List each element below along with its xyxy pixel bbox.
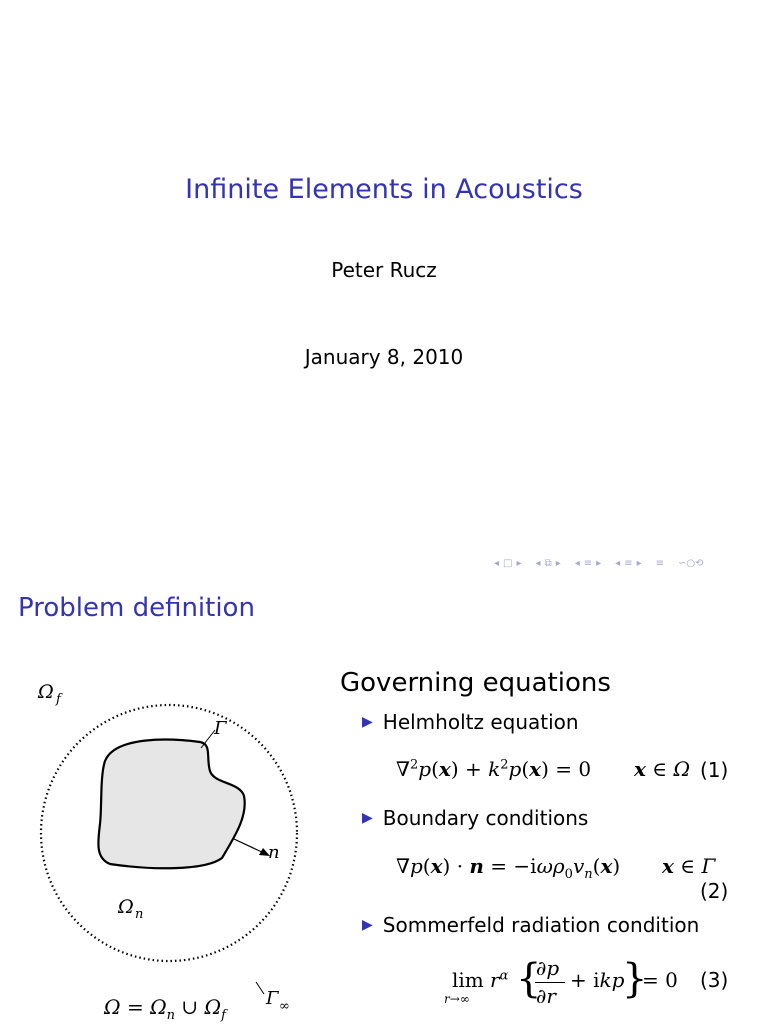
scatterer-body — [98, 740, 244, 869]
nav-part-icon[interactable]: ≡ — [624, 557, 633, 569]
label-omega-n-sub: n — [135, 907, 144, 922]
nav-search-icon[interactable]: ∽○⟲ — [678, 557, 704, 569]
bullet-boundary — [362, 806, 588, 830]
nav-doc-icon[interactable]: ≡ — [655, 557, 665, 569]
nav-subsection-next-icon[interactable]: ▸ — [555, 557, 561, 569]
nav-part-prev-icon[interactable]: ◂ — [615, 557, 621, 569]
boundary-equation: $\nabla p(x) \cdot n = -i\omega\rho_0v_n(x)$ — [396, 854, 621, 882]
author-name: Peter Rucz — [331, 258, 437, 282]
label-gamma: Γ — [214, 718, 227, 739]
label-omega-n: Ω — [118, 896, 134, 918]
bullet-sommerfeld — [362, 913, 699, 937]
bullet-triangle-icon: ▶ — [362, 714, 373, 730]
bullet-triangle-icon: ▶ — [362, 917, 373, 933]
nav-frame-prev-icon[interactable]: ◂ — [494, 557, 500, 569]
problem-definition-slide — [0, 576, 768, 1024]
helmholtz-equation: $\nabla^2p(x) + k^2p(x) = 0$ — [396, 757, 592, 781]
presentation-title: Infinite Elements in Acoustics — [185, 174, 583, 205]
bullet-label: Boundary conditions — [382, 806, 589, 830]
nav-section-next-icon[interactable]: ▸ — [596, 557, 602, 569]
nav-frame-next-icon[interactable]: ▸ — [516, 557, 522, 569]
gamma-leader-line — [201, 730, 215, 748]
nav-part-next-icon[interactable]: ▸ — [636, 557, 642, 569]
domain-diagram-svg — [0, 666, 330, 1024]
label-gamma-inf: Γ — [266, 988, 279, 1009]
helmholtz-condition: x ∈ Ω — [634, 757, 691, 781]
equation-number-1: (1) — [700, 758, 729, 782]
domain-union-equation: $\Omega = \Omega_n$ ∪ $\Omega_f$ — [104, 995, 226, 1023]
bullet-helmholtz — [362, 710, 579, 734]
sommerfeld-equation: lim r→∞ $r^\alpha$ { ∂p ∂r + ikp } = 0 — [444, 956, 678, 1008]
bullet-label: Sommerfeld radiation condition — [382, 913, 700, 937]
domain-diagram — [0, 666, 330, 1024]
governing-equations-heading: Governing equations — [340, 668, 611, 698]
presentation-date: January 8, 2010 — [304, 345, 464, 369]
equation-number-2: (2) — [700, 879, 729, 903]
frame-title: Problem definition — [18, 593, 255, 623]
beamer-navigation-bar — [492, 555, 762, 571]
label-gamma-inf-sub: ∞ — [279, 999, 290, 1014]
label-omega-f-sub: f — [56, 692, 61, 707]
nav-frame-icon[interactable]: □ — [503, 557, 513, 569]
equation-number-3: (3) — [700, 968, 729, 992]
limit-subscript: r→∞ — [444, 992, 470, 1006]
nav-subsection-icon[interactable]: ⧉ — [544, 557, 552, 569]
bullet-triangle-icon: ▶ — [362, 810, 373, 826]
nav-subsection-prev-icon[interactable]: ◂ — [535, 557, 541, 569]
nav-section-icon[interactable]: ≡ — [583, 557, 593, 569]
bullet-label: Helmholtz equation — [382, 710, 579, 734]
nav-section-prev-icon[interactable]: ◂ — [574, 557, 580, 569]
gamma-inf-leader-line — [256, 982, 264, 994]
label-normal-n: n — [268, 842, 280, 863]
boundary-condition: x ∈ Γ — [662, 854, 716, 878]
label-omega-f: Ω — [38, 681, 54, 703]
